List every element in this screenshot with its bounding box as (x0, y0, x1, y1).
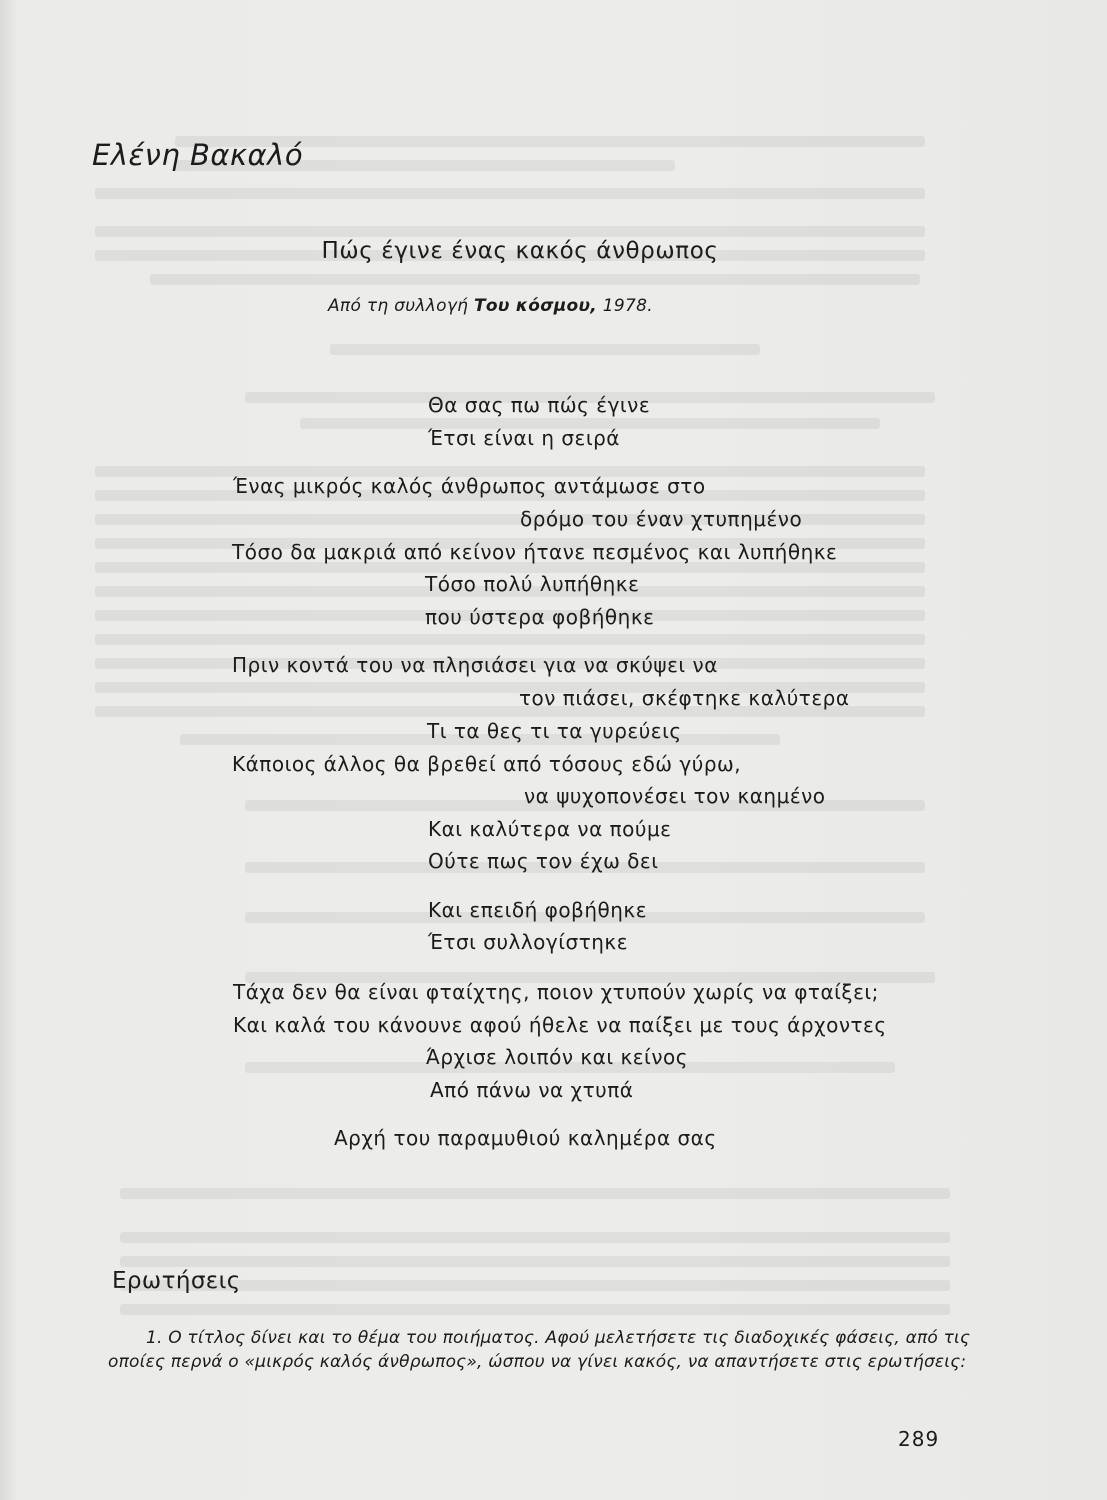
question-item (108, 1326, 978, 1374)
page-number: 289 (898, 1427, 940, 1451)
poem-line: Έτσι συλλογίστηκε (428, 930, 629, 954)
poem-line: Και καλά του κάνουνε αφού ήθελε να παίξει με τους άρχοντες (233, 1013, 887, 1037)
poem-line: Πριν κοντά του να πλησιάσει για να σκύψει να (232, 653, 718, 677)
poem-line: Τόσο δα μακριά από κείνον ήτανε πεσμένος και λυπήθηκε (232, 540, 838, 564)
poem-line: Από πάνω να χτυπά (430, 1078, 634, 1102)
source-citation (328, 296, 653, 316)
poem-line: δρόμο του έναν χτυπημένο (520, 507, 803, 531)
poem-line: Ένας μικρός καλός άνθρωπος αντάμωσε στο (233, 474, 706, 498)
poem-line: Τι τα θες τι τα γυρεύεις (427, 719, 682, 743)
poem-line: Έτσι είναι η σειρά (428, 426, 620, 450)
poem-line: τον πιάσει, σκέφτηκε καλύτερα (519, 686, 850, 710)
poem-line: Τόσο πολύ λυπήθηκε (425, 572, 640, 596)
poem-line: που ύστερα φοβήθηκε (425, 605, 655, 629)
poem-line: Θα σας πω πώς έγινε (428, 393, 651, 417)
poem-line: Και επειδή φοβήθηκε (428, 898, 648, 922)
question-text: 1. Ο τίτλος δίνει και το θέμα του ποιήματος. Αφού μελετήσετε τις διαδοχικές φάσεις, από τις οποίες περνά ο «μικρός καλός άνθρωπος», ώσπου να γίνει κακός, να απαντήσετε στις ερωτήσεις: (108, 1328, 971, 1372)
source-prefix: Από τη συλλογή (328, 296, 469, 316)
questions-heading: Ερωτήσεις (112, 1268, 241, 1294)
source-year: 1978. (602, 296, 653, 316)
poem-line: Και καλύτερα να πούμε (428, 817, 672, 841)
source-collection: Του κόσμου, (473, 296, 598, 316)
poem-line: να ψυχοπονέσει τον καημένο (524, 784, 826, 808)
poem-line: Τάχα δεν θα είναι φταίχτης, ποιον χτυπούν χωρίς να φταίξει; (233, 980, 879, 1004)
poem-line: Αρχή του παραμυθιού καλημέρα σας (334, 1126, 717, 1150)
author-name: Ελένη Βακαλό (92, 138, 304, 172)
poem-title: Πώς έγινε ένας κακός άνθρωπος (321, 238, 719, 264)
poem-line: Κάποιος άλλος θα βρεθεί από τόσους εδώ γύρω, (232, 752, 742, 776)
poem-line: Άρχισε λοιπόν και κείνος (426, 1045, 688, 1069)
poem-line: Ούτε πως τον έχω δει (428, 849, 659, 873)
